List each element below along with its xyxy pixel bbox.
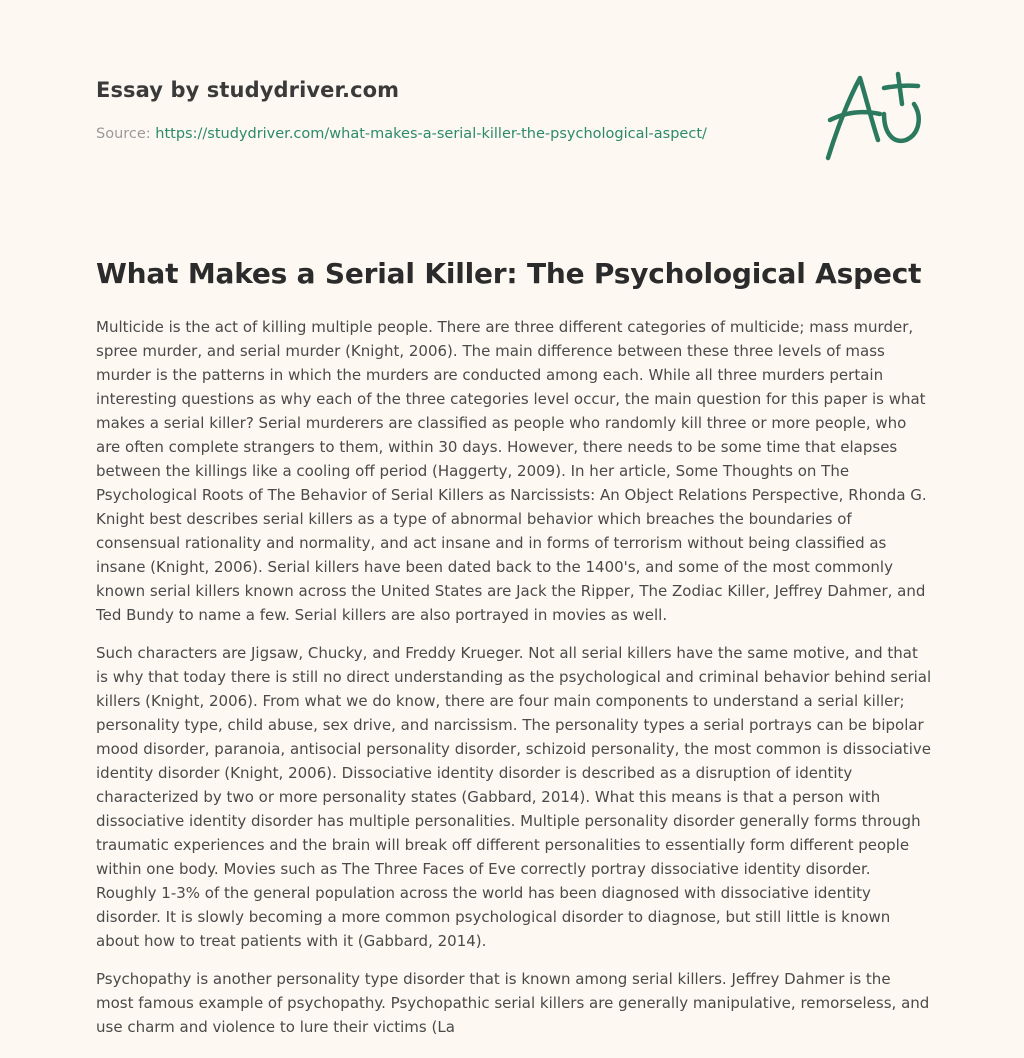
source-line xyxy=(96,125,796,143)
essay-title: What Makes a Serial Killer: The Psychological Aspect xyxy=(96,257,922,290)
page-header xyxy=(96,76,796,143)
source-label: Source: xyxy=(96,126,151,142)
source-link[interactable]: https://studydriver.com/what-makes-a-serial-killer-the-psychological-aspect/ xyxy=(155,126,707,142)
essay-paragraph: Psychopathy is another personality type disorder that is known among serial killers. Jeffrey Dahmer is the most famous example of psychopathy. Psychopathic serial killers are generally manipulative, remorseless, and use charm and violence to lure their victims (La xyxy=(96,970,930,1036)
site-title: Essay by studydriver.com xyxy=(96,78,400,102)
essay-paragraph: Such characters are Jigsaw, Chucky, and Freddy Krueger. Not all serial killers have the same motive, and that is why that today there is still no direct understanding as the psychological and criminal behavior behind serial killers (Knight, 2006). From what we do know, there are four main components to understand a serial killer; personality type, child abuse, sex drive, and narcissism. The personality types a serial portrays can be bipolar mood disorder, paranoia, antisocial personality disorder, schizoid personality, the most common is dissociative identity disorder (Knight, 2006). Dissociative identity disorder is described as a disruption of identity characterized by two or more personality states (Gabbard, 2014). What this means is that a person with dissociative identity disorder has multiple personalities. Multiple personality disorder generally forms through traumatic experiences and the brain will break off different personalities to essentially form different people within one body. Movies such as The Three Faces of Eve correctly portray dissociative identity disorder. Roughly 1-3% of the general population across the world has been diagnosed with dissociative identity disorder. It is slowly becoming a more common psychological disorder to diagnose, but still little is known about how to treat patients with it (Gabbard, 2014). xyxy=(96,644,932,950)
a-plus-grade-logo xyxy=(822,70,926,162)
essay-body xyxy=(96,315,932,1048)
essay-paragraph: Multicide is the act of killing multiple people. There are three different categories of multicide; mass murder, spree murder, and serial murder (Knight, 2006). The main difference between these three levels of mass murder is the patterns in which the murders are conducted among each. While all three murders pertain interesting questions as why each of the three categories level occur, the main question for this paper is what makes a serial killer? Serial murderers are classified as people who randomly kill three or more people, who are often complete strangers to them, within 30 days. However, there needs to be some time that elapses between the killings like a cooling off period (Haggerty, 2009). In her article, Some Thoughts on The Psychological Roots of The Behavior of Serial Killers as Narcissists: An Object Relations Perspective, Rhonda G. Knight best describes serial killers as a type of abnormal behavior which breaches the boundaries of consensual rationality and normality, and act insane and in forms of terrorism without being classified as insane (Knight, 2006). Serial killers have been dated back to the 1400's, and some of the most commonly known serial killers known across the United States are Jack the Ripper, The Zodiac Killer, Jeffrey Dahmer, and Ted Bundy to name a few. Serial killers are also portrayed in movies as well. xyxy=(96,318,927,624)
